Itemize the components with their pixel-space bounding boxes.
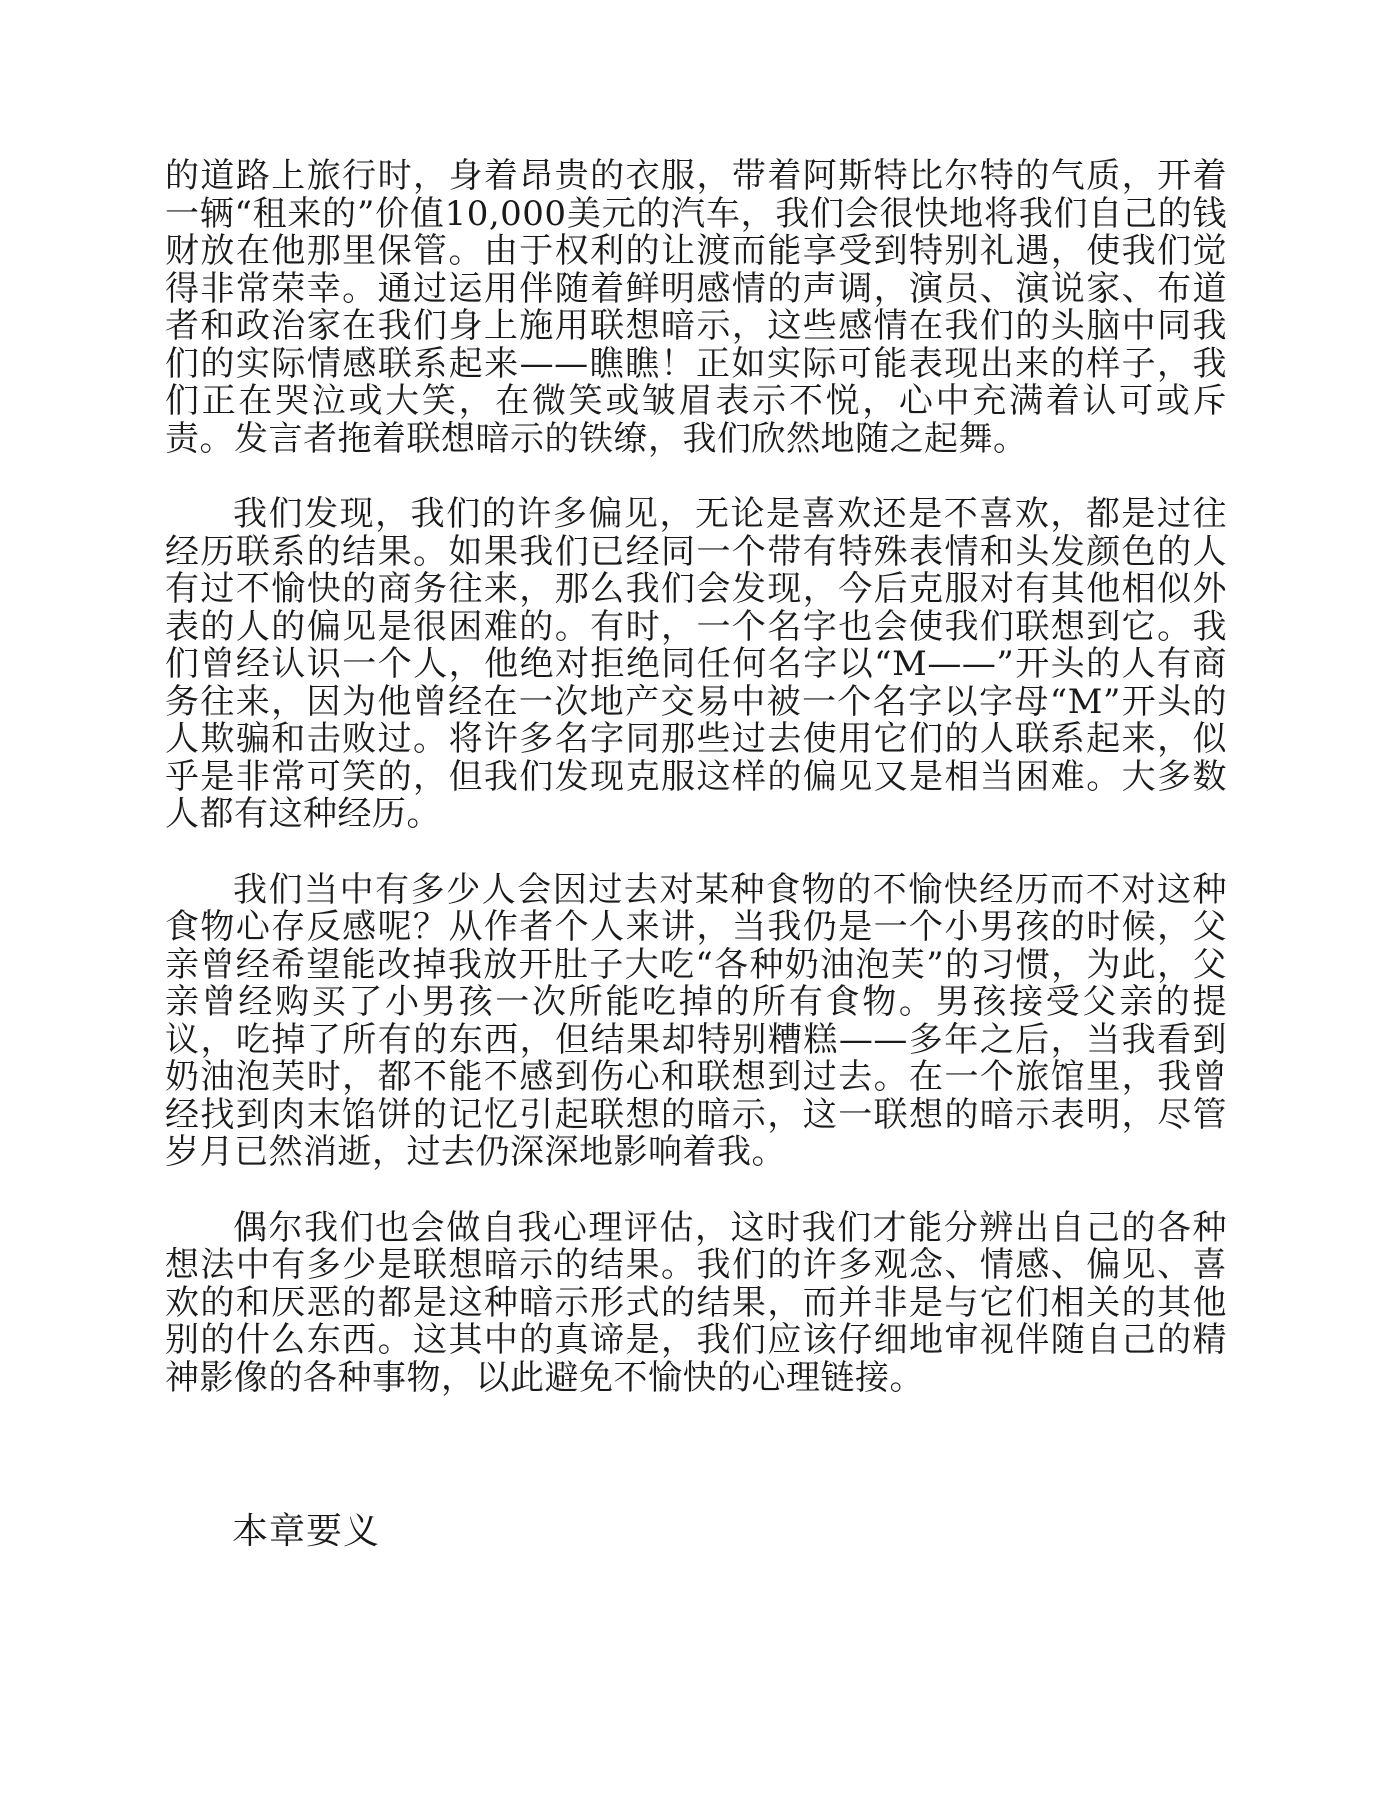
- section-heading: 本章要义: [232, 1511, 381, 1552]
- document-body: [165, 158, 1227, 1397]
- paragraph-self-assessment: 偶尔我们也会做自我心理评估，这时我们才能分辨出自己的各种想法中有多少是联想暗示的结果。我们的许多观念、情感、偏见、喜欢的和厌恶的都是这种暗示形式的结果，而并非是与它们相关的其他别的什么东西。这其中的真谛是，我们应该仔细地审视伴随自己的精神影像的各种事物，以此避免不愉快的心理链接。: [165, 1207, 1227, 1398]
- paragraph-food-aversion: 我们当中有多少人会因过去对某种食物的不愉快经历而不对这种食物心存反感呢？从作者个人来讲，当我仍是一个小男孩的时候，父亲曾经希望能改掉我放开肚子大吃“各种奶油泡芙”的习惯，为此，父亲曾经购买了小男孩一次所能吃掉的所有食物。男孩接受父亲的提议，吃掉了所有的东西，但结果却特别糟糕——多年之后，当我看到奶油泡芙时，都不能不感到伤心和联想到过去。在一个旅馆里，我曾经找到肉末馅饼的记忆引起联想的暗示，这一联想的暗示表明，尽管岁月已然消逝，过去仍深深地影响着我。: [165, 869, 1227, 1172]
- paragraph-prejudices: 我们发现，我们的许多偏见，无论是喜欢还是不喜欢，都是过往经历联系的结果。如果我们已经同一个带有特殊表情和头发颜色的人有过不愉快的商务往来，那么我们会发现，今后克服对有其他相似外表的人的偏见是很困难的。有时，一个名字也会使我们联想到它。我们曾经认识一个人，他绝对拒绝同任何名字以“M——”开头的人有商务往来，因为他曾经在一次地产交易中被一个名字以字母“M”开头的人欺骗和击败过。将许多名字同那些过去使用它们的人联系起来，似乎是非常可笑的，但我们发现克服这样的偏见又是相当困难。大多数人都有这种经历。: [165, 494, 1227, 834]
- paragraph-continued: 的道路上旅行时，身着昂贵的衣服，带着阿斯特比尔特的气质，开着一辆“租来的”价值10,000美元的汽车，我们会很快地将我们自己的钱财放在他那里保管。由于权利的让渡而能享受到特别礼遇，使我们觉得非常荣幸。通过运用伴随着鲜明感情的声调，演员、演说家、布道者和政治家在我们身上施用联想暗示，这些感情在我们的头脑中同我们的实际情感联系起来——瞧瞧！正如实际可能表现出来的样子，我们正在哭泣或大笑，在微笑或皱眉表示不悦，心中充满着认可或斥责。发言者拖着联想暗示的铁缭，我们欣然地随之起舞。: [165, 156, 1227, 459]
